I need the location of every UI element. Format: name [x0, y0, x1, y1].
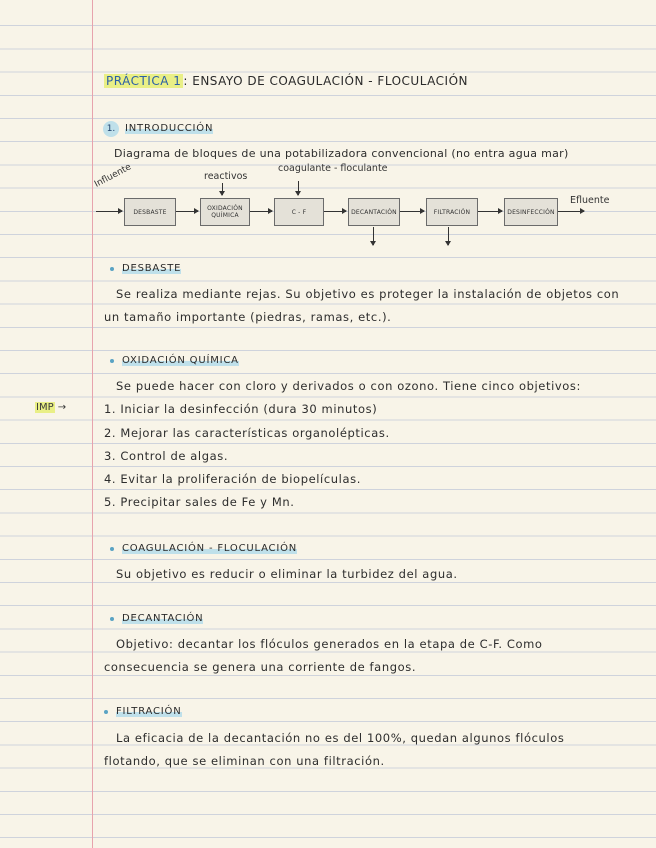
title-rest: : ENSAYO DE COAGULACIÓN - FLOCULACIÓN — [183, 74, 468, 88]
flow-arrow-3 — [324, 211, 346, 212]
oxidacion-item-2: 2. Mejorar las características organolépticas. — [104, 426, 390, 440]
desbaste-line-1: Se realiza mediante rejas. Su objetivo es proteger la instalación de objetos con — [116, 287, 620, 301]
coagulacion-line-1: Su objetivo es reducir o eliminar la turbidez del agua. — [116, 567, 458, 581]
bullet — [110, 547, 114, 551]
decantacion-line-2: consecuencia se genera una corriente de fangos. — [104, 660, 417, 674]
heading-coagulacion: COAGULACIÓN - FLOCULACIÓN — [122, 543, 298, 554]
oxidacion-item-3: 3. Control de algas. — [104, 449, 229, 463]
coagulante-label: coagulante - floculante — [278, 163, 388, 174]
reactivos-label: reactivos — [204, 171, 248, 182]
heading-filtracion: FILTRACIÓN — [116, 706, 182, 717]
heading-oxidacion: OXIDACIÓN QUÍMICA — [122, 355, 239, 366]
flow-arrow-5 — [478, 211, 502, 212]
flow-arrow-4 — [400, 211, 424, 212]
effluent-label: Efluente — [570, 195, 610, 206]
section-heading-introduccion: INTRODUCCIÓN — [125, 123, 214, 134]
heading-desbaste: DESBASTE — [122, 263, 182, 274]
filtracion-line-1: La eficacia de la decantación no es del 100%, quedan algunos flóculos — [116, 731, 565, 745]
page-title — [104, 74, 468, 88]
title-highlight: PRÁCTICA 1 — [106, 74, 182, 88]
margin-line — [92, 0, 93, 848]
filtracion-line-2: flotando, que se eliminan con una filtración. — [104, 754, 385, 768]
decantacion-line-1: Objetivo: decantar los flóculos generados en la etapa de C-F. Como — [116, 637, 543, 651]
coagulante-arrow — [298, 181, 299, 195]
box-cf: C - F — [274, 198, 324, 226]
bullet — [110, 267, 114, 271]
imp-note: IMP → — [36, 402, 67, 413]
filtracion-output-arrow — [448, 227, 449, 245]
desbaste-line-2: un tamaño importante (piedras, ramas, etc.). — [104, 310, 392, 324]
box-filtracion: FILTRACIÓN — [426, 198, 478, 226]
oxidacion-item-5: 5. Precipitar sales de Fe y Mn. — [104, 495, 295, 509]
intro-text: Diagrama de bloques de una potabilizadora convencional (no entra agua mar) — [114, 147, 569, 160]
oxidacion-item-1: 1. Iniciar la desinfección (dura 30 minutos) — [104, 402, 378, 416]
flow-arrow-2 — [250, 211, 272, 212]
heading-decantacion: DECANTACIÓN — [122, 613, 204, 624]
box-desbaste: DESBASTE — [124, 198, 176, 226]
box-desinfeccion: DESINFECCIÓN — [504, 198, 558, 226]
oxidacion-item-4: 4. Evitar la proliferación de biopelículas. — [104, 472, 361, 486]
reactivos-arrow — [222, 183, 223, 195]
flow-arrow-1 — [176, 211, 198, 212]
bullet — [110, 359, 114, 363]
section-number-badge: 1. — [103, 121, 119, 137]
bullet — [110, 617, 114, 621]
box-decantacion: DECANTACIÓN — [348, 198, 400, 226]
oxidacion-line-1: Se puede hacer con cloro y derivados o con ozono. Tiene cinco objetivos: — [116, 379, 581, 393]
box-oxidacion: OXIDACIÓN QUÍMICA — [200, 198, 250, 226]
decantacion-output-arrow — [373, 227, 374, 245]
bullet — [104, 710, 108, 714]
effluent-arrow — [558, 211, 584, 212]
influent-label: Influente — [93, 162, 134, 190]
influent-arrow — [96, 211, 122, 212]
